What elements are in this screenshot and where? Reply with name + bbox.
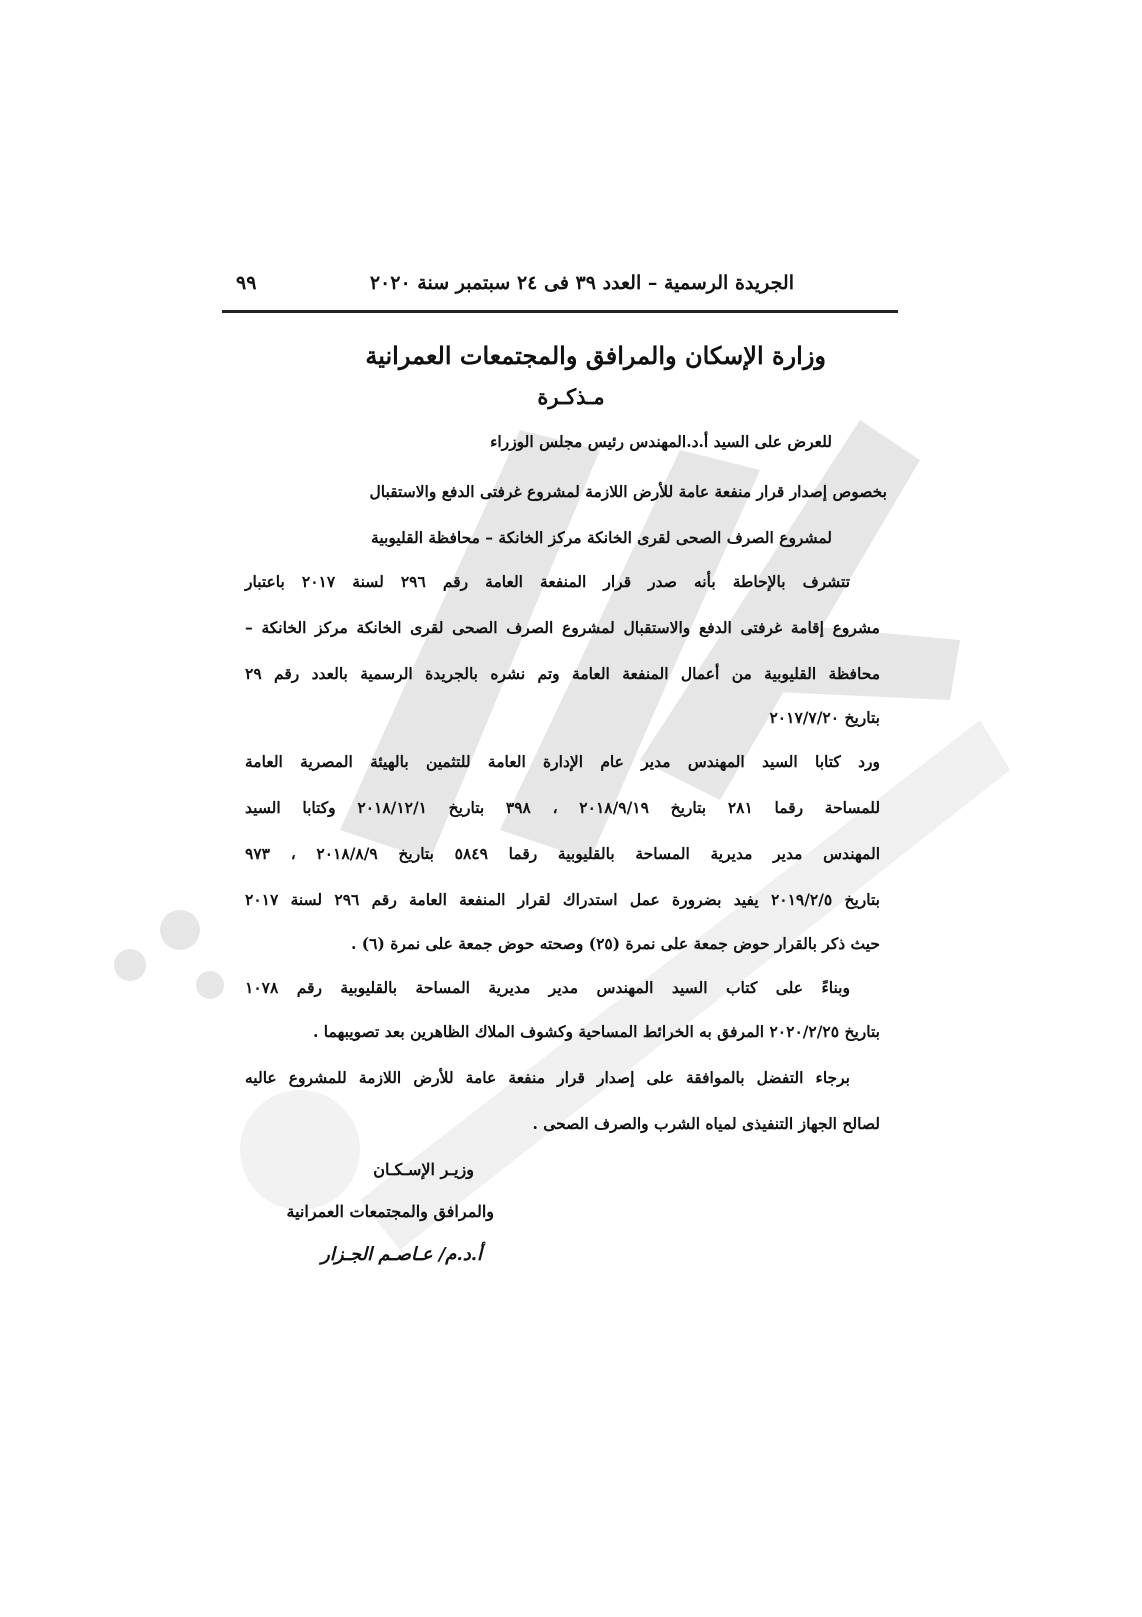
paragraph-2-line: للمساحة رقما ٢٨١ بتاريخ ٢٠١٨/٩/١٩ ، ٣٩٨ بتاريخ ٢٠١٨/١٢/١ وكتابا السيد [245,798,881,817]
addressee-line: للعرض على السيد أ.د.المهندس رئيس مجلس الوزراء [490,432,832,451]
paragraph-1-line: بتاريخ ٢٠١٧/٧/٢٠ [769,708,880,727]
paragraph-2-line: بتاريخ ٢٠١٩/٢/٥ يفيد بضرورة عمل استدراك لقرار المنفعة العامة رقم ٢٩٦ لسنة ٢٠١٧ [245,890,880,909]
paragraph-4-line: برجاء التفضل بالموافقة على إصدار قرار منفعة عامة للأرض اللازمة للمشروع عاليه [245,1068,850,1087]
ministry-title: وزارة الإسكان والمرافق والمجتمعات العمرانية [365,341,826,370]
paragraph-1-line: تتشرف بالإحاطة بأنه صدر قرار المنفعة العامة رقم ٢٩٦ لسنة ٢٠١٧ باعتبار [245,572,851,591]
header-divider [222,310,898,313]
paragraph-1-line: مشروع إقامة غرفتى الدفع والاستقبال لمشروع الصرف الصحى لقرى الخانكة مركز الخانكة – [245,618,880,637]
page-number: ٩٩ [236,272,257,294]
paragraph-4-line: لصالح الجهاز التنفيذى لمياه الشرب والصرف الصحى . [532,1114,880,1133]
signature-title-2: والمرافق والمجتمعات العمرانية [286,1202,494,1221]
paragraph-2-line: ورد كتابا السيد المهندس مدير عام الإدارة العامة للتثمين بالهيئة المصرية العامة [245,752,880,771]
paragraph-3-line: وبناءً على كتاب السيد المهندس مدير مديرية المساحة بالقليوبية رقم ١٠٧٨ [245,978,850,997]
signature-title-1: وزيـر الإسـكـان [373,1160,474,1179]
paragraph-2-line: المهندس مدير مديرية المساحة بالقليوبية رقما ٥٨٤٩ بتاريخ ٢٠١٨/٨/٩ ، ٩٧٣ [245,844,881,863]
header-title: الجريدة الرسمية – العدد ٣٩ فى ٢٤ سبتمبر سنة ٢٠٢٠ [369,272,794,294]
subject-line-1: بخصوص إصدار قرار منفعة عامة للأرض اللازمة لمشروع غرفتى الدفع والاستقبال [369,482,887,501]
paragraph-2-line: حيث ذكر بالقرار حوض جمعة على نمرة (٢٥) وصحته حوض جمعة على نمرة (٦) . [351,934,880,953]
subject-line-2: لمشروع الصرف الصحى لقرى الخانكة مركز الخانكة – محافظة القليوبية [371,528,832,547]
paragraph-3-line: بتاريخ ٢٠٢٠/٢/٢٥ المرفق به الخرائط المساحية وكشوف الملاك الظاهرين بعد تصويبهما . [312,1022,880,1041]
paragraph-1-line: محافظة القليوبية من أعمال المنفعة العامة وتم نشره بالجريدة الرسمية بالعدد رقم ٢٩ [245,664,880,683]
gazette-header [222,264,898,298]
memo-title: مـذكـرة [537,384,605,409]
signature-name: أ.د.م/ عـاصـم الجـزار [321,1244,482,1265]
